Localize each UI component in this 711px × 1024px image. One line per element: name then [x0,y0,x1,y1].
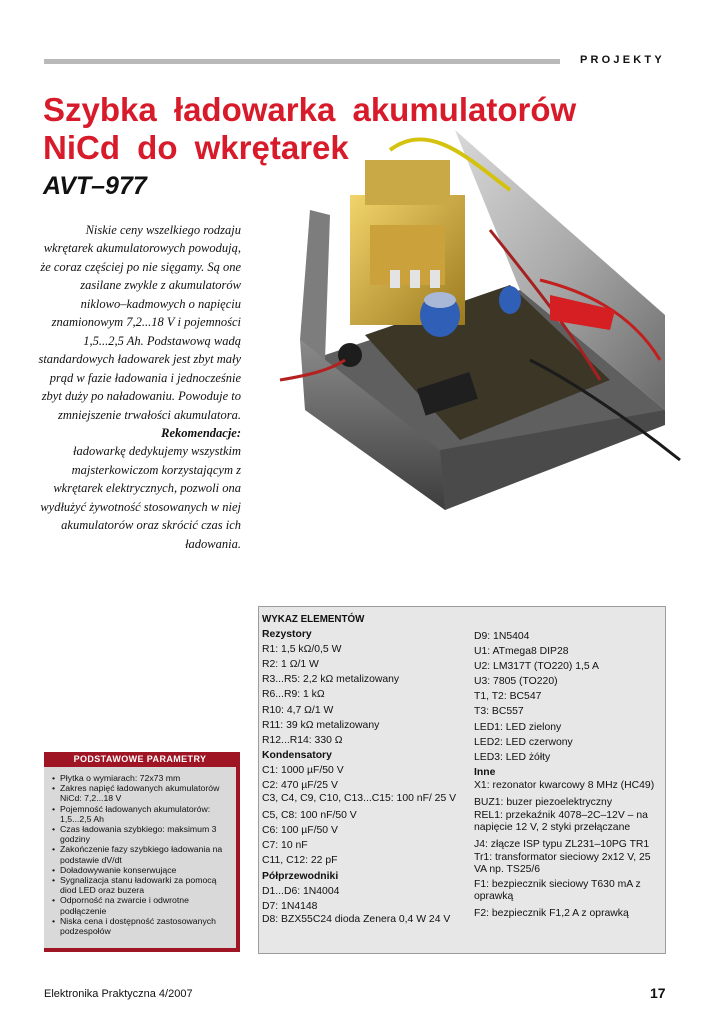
parts-category-heading: Półprzewodniki [262,870,339,882]
part-entry: C5, C8: 100 nF/50 V [262,810,357,822]
part-entry: T3: BC557 [474,706,524,718]
recommendations-heading: Rekomendacje: [161,425,241,440]
parts-list-left-column [262,612,462,929]
part-entry: Tr1: transformator sieciowy 2x12 V, 25 VA np. TS25/6 [474,852,651,876]
intro-text [38,221,241,553]
part-entry: U3: 7805 (TO220) [474,676,558,688]
parameter-item: • Zakończenie fazy szybkiego ładowania na podstawie dV/dt [52,844,232,864]
recommendations-text: ładowarkę dedykujemy wszystkim majsterkowiczom korzystającym z wkrętarek elektrycznych, pozwoli ona wydłużyć żywotność stosowanych w niej akumulatorów oraz skrócić czas ich ładowania. [40,444,241,551]
intro-paragraph: Niskie ceny wszelkiego rodzaju wkrętarek akumulatorowych powodują, że coraz częściej po nie sięgamy. Są one zasilane zwykle z akumulatorów niklowo–kadmowych o napięciu znamionowym 7,2...18 V i pojemności 1,5...2,5 Ah. Podstawową wadą standardowych ładowarek jest zbyt mały prąd w fazie ładowania i jednocześnie zbyt duży po naładowaniu. Powoduje to zmniejszenie trwałości akumulatora. [38,223,241,422]
charger-photo-illustration [270,120,690,520]
parts-list-heading: WYKAZ ELEMENTÓW [262,614,365,625]
part-entry: T1, T2: BC547 [474,691,542,703]
part-entry: D8: BZX55C24 dioda Zenera 0,4 W 24 V [262,913,451,925]
parameter-item: • Sygnalizacja stanu ładowarki za pomocą diod LED oraz buzera [52,875,232,895]
part-entry: BUZ1: buzer piezoelektryczny [474,796,613,808]
basic-parameters-list [44,773,236,936]
part-entry: R11: 39 kΩ metalizowany [262,719,380,731]
title-line-1: Szybka ładowarka akumulatorów [43,91,577,128]
basic-parameters-box [44,752,240,952]
part-entry: C1: 1000 µF/50 V [262,764,344,776]
part-entry: R2: 1 Ω/1 W [262,659,319,671]
charger-photo [270,120,690,520]
parameter-item: • Pojemność ładowanych akumulatorów: 1,5...2,5 Ah [52,804,232,824]
part-entry: LED2: LED czerwony [474,736,573,748]
part-entry: R6...R9: 1 kΩ [262,689,325,701]
part-entry: R10: 4,7 Ω/1 W [262,704,334,716]
part-entry: C2: 470 µF/25 V [262,780,338,792]
parameter-item: • Czas ładowania szybkiego: maksimum 3 godziny [52,824,232,844]
part-entry: U1: ATmega8 DIP28 [474,646,569,658]
magazine-issue: Elektronika Praktyczna 4/2007 [44,988,193,1000]
top-rule [44,59,560,64]
parameter-item: • Płytka o wymiarach: 72x73 mm [52,773,232,783]
parts-category-heading: Inne [474,766,496,778]
part-entry: C3, C4, C9, C10, C13...C15: 100 nF/ 25 V [262,793,457,805]
section-label: PROJEKTY [580,54,665,66]
part-entry: C6: 100 µF/50 V [262,825,338,837]
part-entry: C11, C12: 22 pF [262,855,338,867]
part-entry: J4: złącze ISP typu ZL231–10PG TR1 [474,839,650,851]
part-entry: R3...R5: 2,2 kΩ metalizowany [262,674,400,686]
article-title [43,91,576,167]
part-entry: LED1: LED zielony [474,721,562,733]
part-entry: R1: 1,5 kΩ/0,5 W [262,644,342,656]
page-number: 17 [650,985,666,1001]
title-line-2: NiCd do wkrętarek [43,129,349,166]
parts-category-heading: Rezystory [262,629,312,641]
part-entry: F1: bezpiecznik sieciowy T630 mA z oprawką [474,879,641,903]
part-entry: D7: 1N4148 [262,900,318,912]
parameter-item: • Zakres napięć ładowanych akumulatorów NiCd: 7,2...18 V [52,783,232,803]
part-entry: F2: bezpiecznik F1,2 A z oprawką [474,908,629,920]
basic-parameters-heading: PODSTAWOWE PARAMETRY [44,752,236,767]
part-entry: LED3: LED żółty [474,751,551,763]
part-entry: C7: 10 nF [262,840,308,852]
parameter-item: • Odporność na zwarcie i odwrotne podłączenie [52,895,232,915]
parts-category-heading: Kondensatory [262,749,332,761]
parts-list-right-column [474,629,664,921]
part-entry: R12...R14: 330 Ω [262,734,343,746]
parameter-item: • Niska cena i dostępność zastosowanych podzespołów [52,916,232,936]
parameter-item: • Doładowywanie konserwujące [52,865,232,875]
part-entry: U2: LM317T (TO220) 1,5 A [474,661,599,673]
part-entry: D9: 1N5404 [474,631,530,642]
project-code: AVT–977 [43,172,147,200]
part-entry: X1: rezonator kwarcowy 8 MHz (HC49) [474,779,655,791]
part-entry: REL1: przekaźnik 4078–2C–12V – na napięcie 12 V, 2 styki przełączane [474,810,648,834]
part-entry: D1...D6: 1N4004 [262,885,340,897]
parts-list-box [258,606,666,954]
